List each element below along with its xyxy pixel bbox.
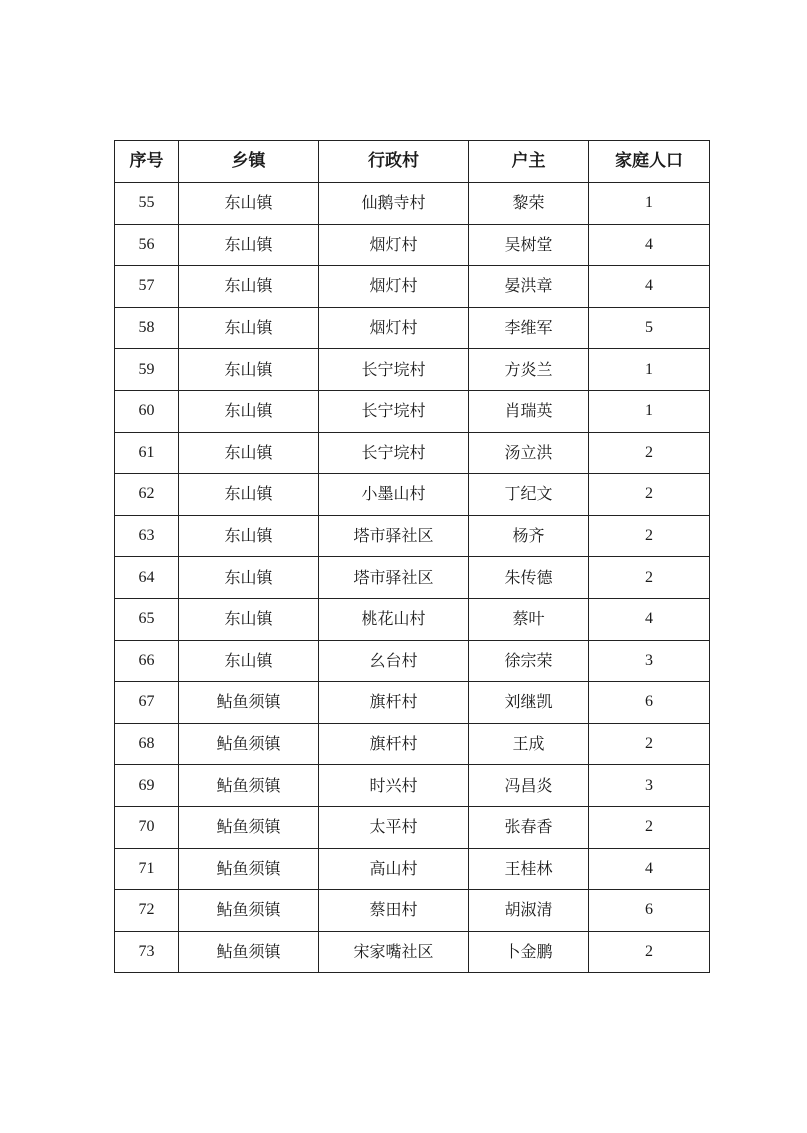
- cell-family-size: 2: [589, 806, 710, 848]
- cell-village: 幺台村: [319, 640, 469, 682]
- table-row: [115, 307, 710, 349]
- cell-township: 鲇鱼须镇: [179, 890, 319, 932]
- table-row: [115, 390, 710, 432]
- cell-village: 高山村: [319, 848, 469, 890]
- cell-family-size: 1: [589, 183, 710, 225]
- cell-index: 69: [115, 765, 179, 807]
- cell-village: 烟灯村: [319, 266, 469, 308]
- cell-family-size: 2: [589, 723, 710, 765]
- cell-township: 鲇鱼须镇: [179, 765, 319, 807]
- cell-village: 烟灯村: [319, 224, 469, 266]
- cell-index: 63: [115, 515, 179, 557]
- cell-village: 蔡田村: [319, 890, 469, 932]
- cell-index: 61: [115, 432, 179, 474]
- cell-householder: 刘继凯: [469, 682, 589, 724]
- cell-township: 东山镇: [179, 224, 319, 266]
- cell-family-size: 2: [589, 515, 710, 557]
- cell-township: 东山镇: [179, 515, 319, 557]
- table-row: [115, 515, 710, 557]
- table-row: [115, 890, 710, 932]
- cell-family-size: 4: [589, 224, 710, 266]
- cell-family-size: 3: [589, 640, 710, 682]
- cell-family-size: 1: [589, 349, 710, 391]
- table-row: [115, 723, 710, 765]
- cell-householder: 胡淑清: [469, 890, 589, 932]
- cell-family-size: 2: [589, 931, 710, 973]
- cell-index: 59: [115, 349, 179, 391]
- cell-householder: 冯昌炎: [469, 765, 589, 807]
- header-index: 序号: [115, 141, 179, 183]
- cell-township: 东山镇: [179, 390, 319, 432]
- cell-index: 70: [115, 806, 179, 848]
- cell-householder: 王桂林: [469, 848, 589, 890]
- cell-index: 58: [115, 307, 179, 349]
- cell-index: 65: [115, 598, 179, 640]
- cell-index: 60: [115, 390, 179, 432]
- table-row: [115, 266, 710, 308]
- header-family-size: 家庭人口: [589, 141, 710, 183]
- table-row: [115, 682, 710, 724]
- cell-householder: 蔡叶: [469, 598, 589, 640]
- cell-index: 56: [115, 224, 179, 266]
- cell-householder: 方炎兰: [469, 349, 589, 391]
- cell-householder: 汤立洪: [469, 432, 589, 474]
- cell-village: 时兴村: [319, 765, 469, 807]
- cell-township: 鲇鱼须镇: [179, 931, 319, 973]
- cell-township: 东山镇: [179, 598, 319, 640]
- cell-township: 东山镇: [179, 640, 319, 682]
- cell-township: 东山镇: [179, 349, 319, 391]
- cell-householder: 黎荣: [469, 183, 589, 225]
- cell-householder: 杨齐: [469, 515, 589, 557]
- header-householder: 户主: [469, 141, 589, 183]
- cell-township: 东山镇: [179, 183, 319, 225]
- table-row: [115, 349, 710, 391]
- cell-index: 55: [115, 183, 179, 225]
- cell-township: 东山镇: [179, 307, 319, 349]
- table-row: [115, 557, 710, 599]
- cell-householder: 卜金鹏: [469, 931, 589, 973]
- header-township: 乡镇: [179, 141, 319, 183]
- cell-householder: 李维军: [469, 307, 589, 349]
- cell-township: 东山镇: [179, 474, 319, 516]
- cell-village: 长宁垸村: [319, 349, 469, 391]
- cell-family-size: 2: [589, 432, 710, 474]
- cell-index: 66: [115, 640, 179, 682]
- cell-village: 长宁垸村: [319, 390, 469, 432]
- cell-householder: 王成: [469, 723, 589, 765]
- header-village: 行政村: [319, 141, 469, 183]
- cell-family-size: 6: [589, 890, 710, 932]
- cell-householder: 徐宗荣: [469, 640, 589, 682]
- table-row: [115, 848, 710, 890]
- cell-index: 68: [115, 723, 179, 765]
- cell-index: 64: [115, 557, 179, 599]
- cell-township: 鲇鱼须镇: [179, 682, 319, 724]
- cell-township: 东山镇: [179, 432, 319, 474]
- table-row: [115, 640, 710, 682]
- table-row: [115, 806, 710, 848]
- cell-township: 东山镇: [179, 266, 319, 308]
- cell-householder: 吴树堂: [469, 224, 589, 266]
- cell-village: 长宁垸村: [319, 432, 469, 474]
- household-table-container: [114, 140, 709, 973]
- cell-family-size: 4: [589, 266, 710, 308]
- cell-householder: 晏洪章: [469, 266, 589, 308]
- cell-village: 旗杆村: [319, 723, 469, 765]
- cell-index: 71: [115, 848, 179, 890]
- table-row: [115, 224, 710, 266]
- cell-village: 烟灯村: [319, 307, 469, 349]
- cell-index: 72: [115, 890, 179, 932]
- cell-township: 鲇鱼须镇: [179, 848, 319, 890]
- table-row: [115, 183, 710, 225]
- cell-village: 太平村: [319, 806, 469, 848]
- cell-index: 73: [115, 931, 179, 973]
- cell-family-size: 5: [589, 307, 710, 349]
- cell-township: 鲇鱼须镇: [179, 806, 319, 848]
- cell-family-size: 2: [589, 557, 710, 599]
- cell-village: 旗杆村: [319, 682, 469, 724]
- cell-village: 宋家嘴社区: [319, 931, 469, 973]
- cell-village: 桃花山村: [319, 598, 469, 640]
- table-row: [115, 598, 710, 640]
- table-body: [115, 183, 710, 973]
- cell-township: 东山镇: [179, 557, 319, 599]
- cell-family-size: 2: [589, 474, 710, 516]
- cell-village: 塔市驿社区: [319, 557, 469, 599]
- table-row: [115, 765, 710, 807]
- cell-householder: 丁纪文: [469, 474, 589, 516]
- cell-index: 57: [115, 266, 179, 308]
- cell-householder: 肖瑞英: [469, 390, 589, 432]
- table-row: [115, 474, 710, 516]
- cell-family-size: 1: [589, 390, 710, 432]
- cell-family-size: 3: [589, 765, 710, 807]
- cell-village: 塔市驿社区: [319, 515, 469, 557]
- cell-index: 67: [115, 682, 179, 724]
- cell-village: 小墨山村: [319, 474, 469, 516]
- cell-village: 仙鹅寺村: [319, 183, 469, 225]
- household-table: [114, 140, 710, 973]
- cell-family-size: 4: [589, 848, 710, 890]
- cell-householder: 朱传德: [469, 557, 589, 599]
- table-row: [115, 432, 710, 474]
- table-header: [115, 141, 710, 183]
- cell-family-size: 6: [589, 682, 710, 724]
- cell-index: 62: [115, 474, 179, 516]
- table-row: [115, 931, 710, 973]
- cell-township: 鲇鱼须镇: [179, 723, 319, 765]
- cell-householder: 张春香: [469, 806, 589, 848]
- cell-family-size: 4: [589, 598, 710, 640]
- header-row: [115, 141, 710, 183]
